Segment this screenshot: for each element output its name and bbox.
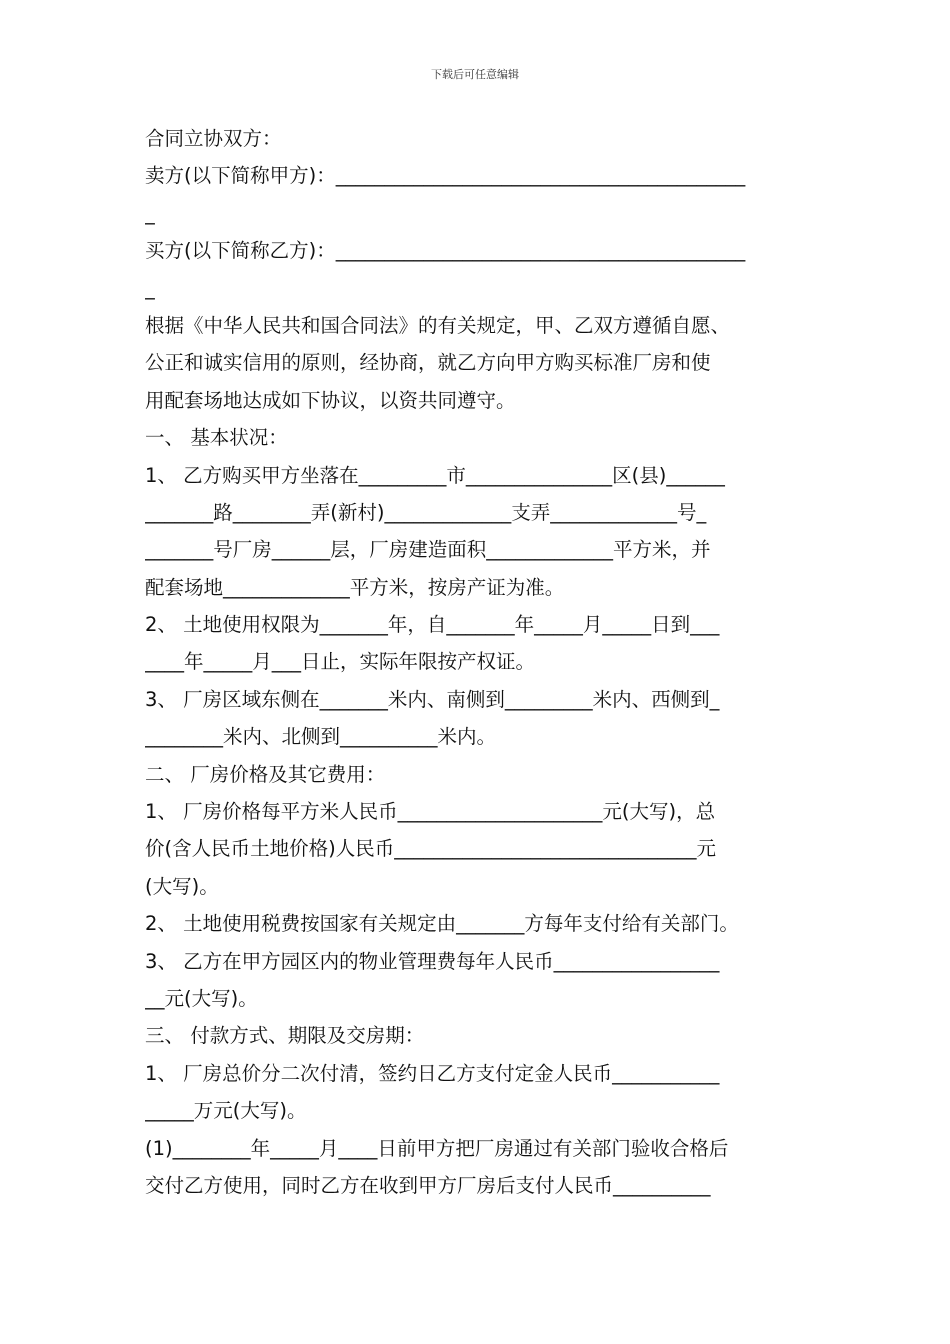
- text-line: _: [145, 201, 155, 225]
- text-line: 1、 厂房总价分二次付清，签约日乙方支付定金人民币___________: [145, 1061, 720, 1085]
- text-line: ________米内、北侧到__________米内。: [145, 725, 497, 749]
- text-line: 2、 土地使用权限为_______年，自_______年_____月_____日到___: [145, 613, 720, 637]
- text-line: 买方(以下简称乙方)：__________________________________________: [145, 239, 746, 263]
- text-line: 2、 土地使用税费按国家有关规定由_______方每年支付给有关部门。: [145, 912, 739, 936]
- text-line: 公正和诚实信用的原则，经协商，就乙方向甲方购买标准厂房和使: [145, 351, 711, 375]
- section-heading: 一、 基本状况：: [145, 426, 288, 450]
- text-line: ____年_____月___日止，实际年限按产权证。: [145, 650, 536, 674]
- page-header: 下载后可任意编辑: [431, 68, 519, 81]
- text-line: 1、 厂房价格每平方米人民币_____________________元(大写)，总: [145, 800, 716, 824]
- text-line: __元(大写)。: [145, 986, 258, 1010]
- text-line: 根据《中华人民共和国合同法》的有关规定，甲、乙双方遵循自愿、: [145, 313, 731, 337]
- text-line: (1)________年_____月____日前甲方把厂房通过有关部门验收合格后: [145, 1136, 729, 1160]
- text-line: 配套场地_____________平方米，按房产证为准。: [145, 575, 565, 599]
- text-line: 交付乙方使用，同时乙方在收到甲方厂房后支付人民币__________: [145, 1173, 711, 1197]
- text-line: _______号厂房______层，厂房建造面积_____________平方米，并: [145, 538, 711, 562]
- text-line: 3、 厂房区域东侧在_______米内、南侧到_________米内、西侧到_: [145, 687, 720, 711]
- text-line: 1、 乙方购买甲方坐落在_________市_______________区(县)______: [145, 463, 725, 487]
- text-line: _______路________弄(新村)_____________支弄_____________号_: [145, 500, 707, 524]
- section-heading: 三、 付款方式、期限及交房期：: [145, 1024, 425, 1048]
- text-line: 用配套场地达成如下协议，以资共同遵守。: [145, 388, 516, 412]
- text-line: (大写)。: [145, 874, 219, 898]
- contract-body: [145, 120, 807, 1204]
- text-line: 卖方(以下简称甲方)：__________________________________________: [145, 164, 746, 188]
- text-line: _____万元(大写)。: [145, 1099, 307, 1123]
- text-line: 合同立协双方：: [145, 127, 282, 150]
- section-heading: 二、 厂房价格及其它费用：: [145, 762, 386, 786]
- text-line: 价(含人民币土地价格)人民币_______________________________元: [145, 837, 716, 861]
- text-line: _: [145, 276, 155, 300]
- text-line: 3、 乙方在甲方园区内的物业管理费每年人民币_________________: [145, 949, 720, 973]
